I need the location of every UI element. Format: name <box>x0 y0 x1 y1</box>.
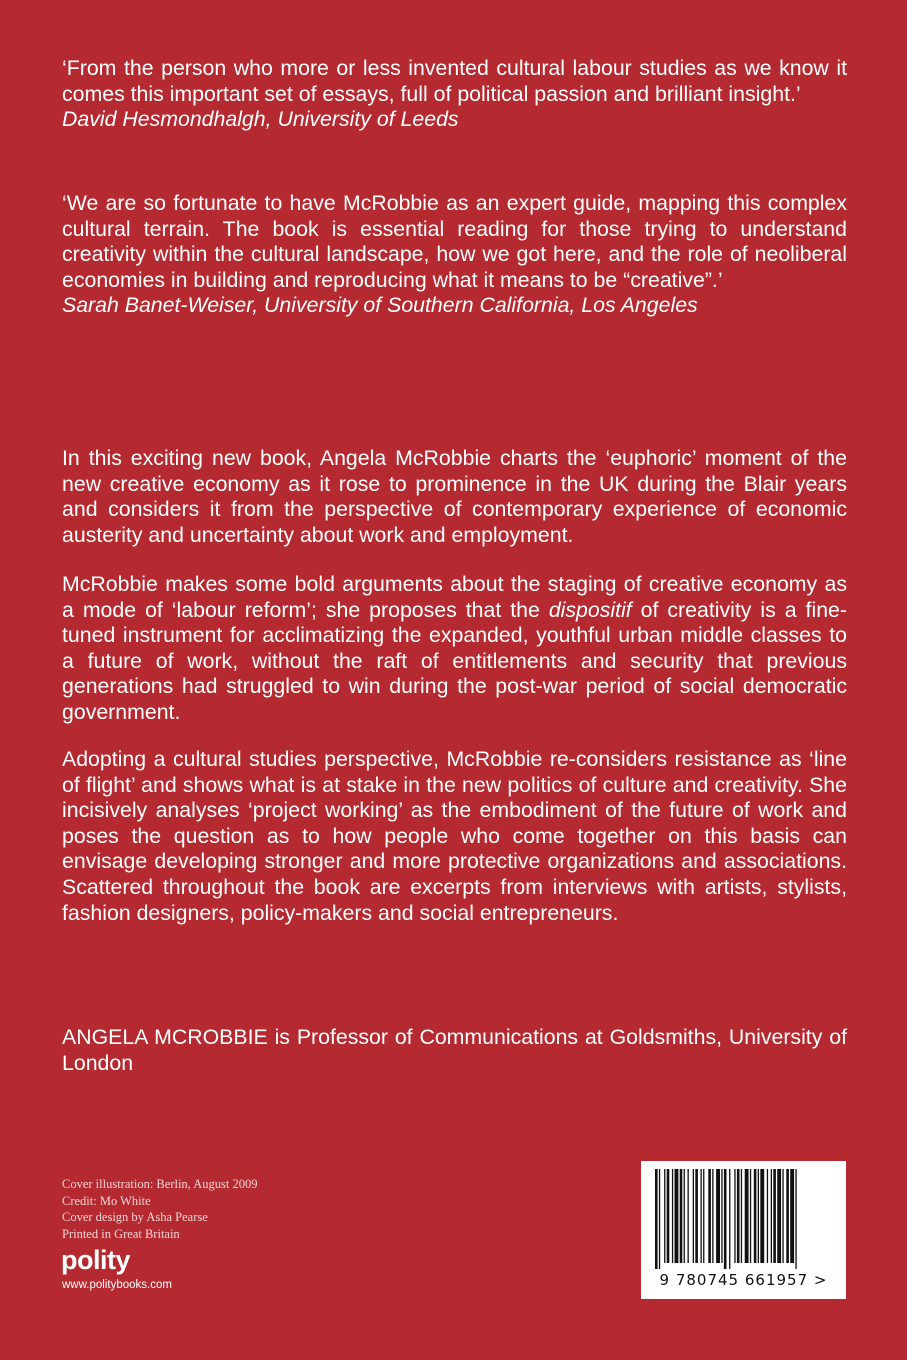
author-bio <box>62 1025 847 1076</box>
barcode-bar <box>684 1169 685 1263</box>
barcode-bar <box>680 1169 683 1263</box>
endorsement-quote-1 <box>62 56 847 133</box>
description-paragraph-2 <box>62 572 847 726</box>
barcode-bar <box>701 1169 702 1263</box>
barcode-bar <box>767 1169 768 1263</box>
paragraph-text: Adopting a cultural studies perspective, McRobbie re-considers resistance as ‘line of flight’ and shows what is at stake in the new politics of culture and creativity. She incisively analyses ‘project working’ as the embodiment of the future of work and poses the question as to how people who come together on this basis can envisage developing stronger and more protective organizations and associations. Scattered throughout the book are excerpts from interviews with artists, stylists, fashion designers, policy-makers and social entrepreneurs. <box>62 747 847 925</box>
endorsement-quote-2 <box>62 191 847 319</box>
barcode-bar <box>675 1169 679 1263</box>
barcode-bar <box>795 1169 796 1269</box>
barcode-bar <box>724 1169 727 1269</box>
barcode-bar <box>734 1169 735 1263</box>
barcode-bar <box>758 1169 759 1263</box>
paragraph-text: In this exciting new book, Angela McRobbie charts the ‘euphoric’ moment of the new creative economy as it rose to prominence in the UK during the Blair years and considers it from the perspective of contemporary experience of economic austerity and uncertainty about work and employment. <box>62 446 847 547</box>
barcode-bar <box>664 1169 665 1263</box>
isbn-barcode <box>641 1161 846 1299</box>
barcode-bar <box>695 1169 698 1263</box>
barcode-bar <box>745 1169 749 1263</box>
barcode-bar <box>729 1169 730 1269</box>
quote-text: ‘We are so fortunate to have McRobbie as an expert guide, mapping this complex cultural terrain. The book is essential reading for those trying to understand creativity within the cultural landscape, how we got here, and the role of neoliberal economies in building and reproducing what it means to be “creative”.’ <box>62 191 847 292</box>
barcode-bar <box>655 1169 658 1269</box>
barcode-bar <box>760 1169 764 1263</box>
barcode-bar <box>777 1169 781 1263</box>
barcode-bar <box>782 1169 783 1263</box>
barcode-bar <box>708 1169 711 1263</box>
quote-attribution: Sarah Banet-Weiser, University of Southern California, Los Angeles <box>62 293 698 318</box>
barcode-bar <box>688 1169 689 1263</box>
description-paragraph-1 <box>62 446 847 548</box>
barcode-bar <box>741 1169 742 1263</box>
credit-line: Cover illustration: Berlin, August 2009 <box>62 1177 258 1191</box>
paragraph-text-start: McRobbie makes some bold arguments about the staging of creative economy as a mode of ‘labour reform’; she proposes that the <box>62 572 847 622</box>
publisher-website: www.politybooks.com <box>62 1279 172 1291</box>
barcode-bar <box>786 1169 789 1263</box>
author-bio-text: ANGELA MCROBBIE is Professor of Communications at Goldsmiths, University of London <box>62 1025 847 1075</box>
barcode-bar <box>773 1169 776 1263</box>
barcode-bar <box>716 1169 720 1263</box>
paragraph-text <box>62 572 847 726</box>
barcode-bar <box>672 1169 673 1263</box>
quote-text: ‘From the person who more or less invented cultural labour studies as we know it comes this important set of essays, full of political passion and brilliant insight.’ <box>62 56 847 106</box>
barcode-bar <box>750 1169 751 1263</box>
credit-line: Printed in Great Britain <box>62 1226 180 1241</box>
publisher-logo: polity <box>61 1245 130 1275</box>
cover-credits <box>62 1176 257 1242</box>
description-paragraph-3 <box>62 747 847 926</box>
paragraph-text-end: of creativity is a fine-tuned instrument for acclimatizing the expanded, youthful urban middle classes to a future of work, without the raft of entitlements and security that previous generations had struggled to win during the post-war period of social democratic government. <box>62 597 847 724</box>
barcode-bar <box>712 1169 713 1263</box>
barcode-bar <box>659 1169 660 1269</box>
credit-line: Cover design by Asha Pearse <box>62 1210 208 1224</box>
barcode-bar <box>771 1169 772 1263</box>
barcode-bar <box>721 1169 722 1263</box>
barcode-bars <box>651 1169 836 1269</box>
barcode-bar <box>703 1169 704 1263</box>
barcode-bar <box>693 1169 694 1263</box>
barcode-bar <box>667 1169 670 1263</box>
barcode-bar <box>754 1169 757 1263</box>
credit-line: Credit: Mo White <box>62 1193 151 1208</box>
barcode-bar <box>737 1169 740 1263</box>
quote-attribution: David Hesmondhalgh, University of Leeds <box>62 107 459 132</box>
italic-term: dispositif <box>548 597 632 622</box>
barcode-bar <box>790 1169 794 1263</box>
isbn-number: 9 780745 661957 > <box>659 1271 828 1289</box>
